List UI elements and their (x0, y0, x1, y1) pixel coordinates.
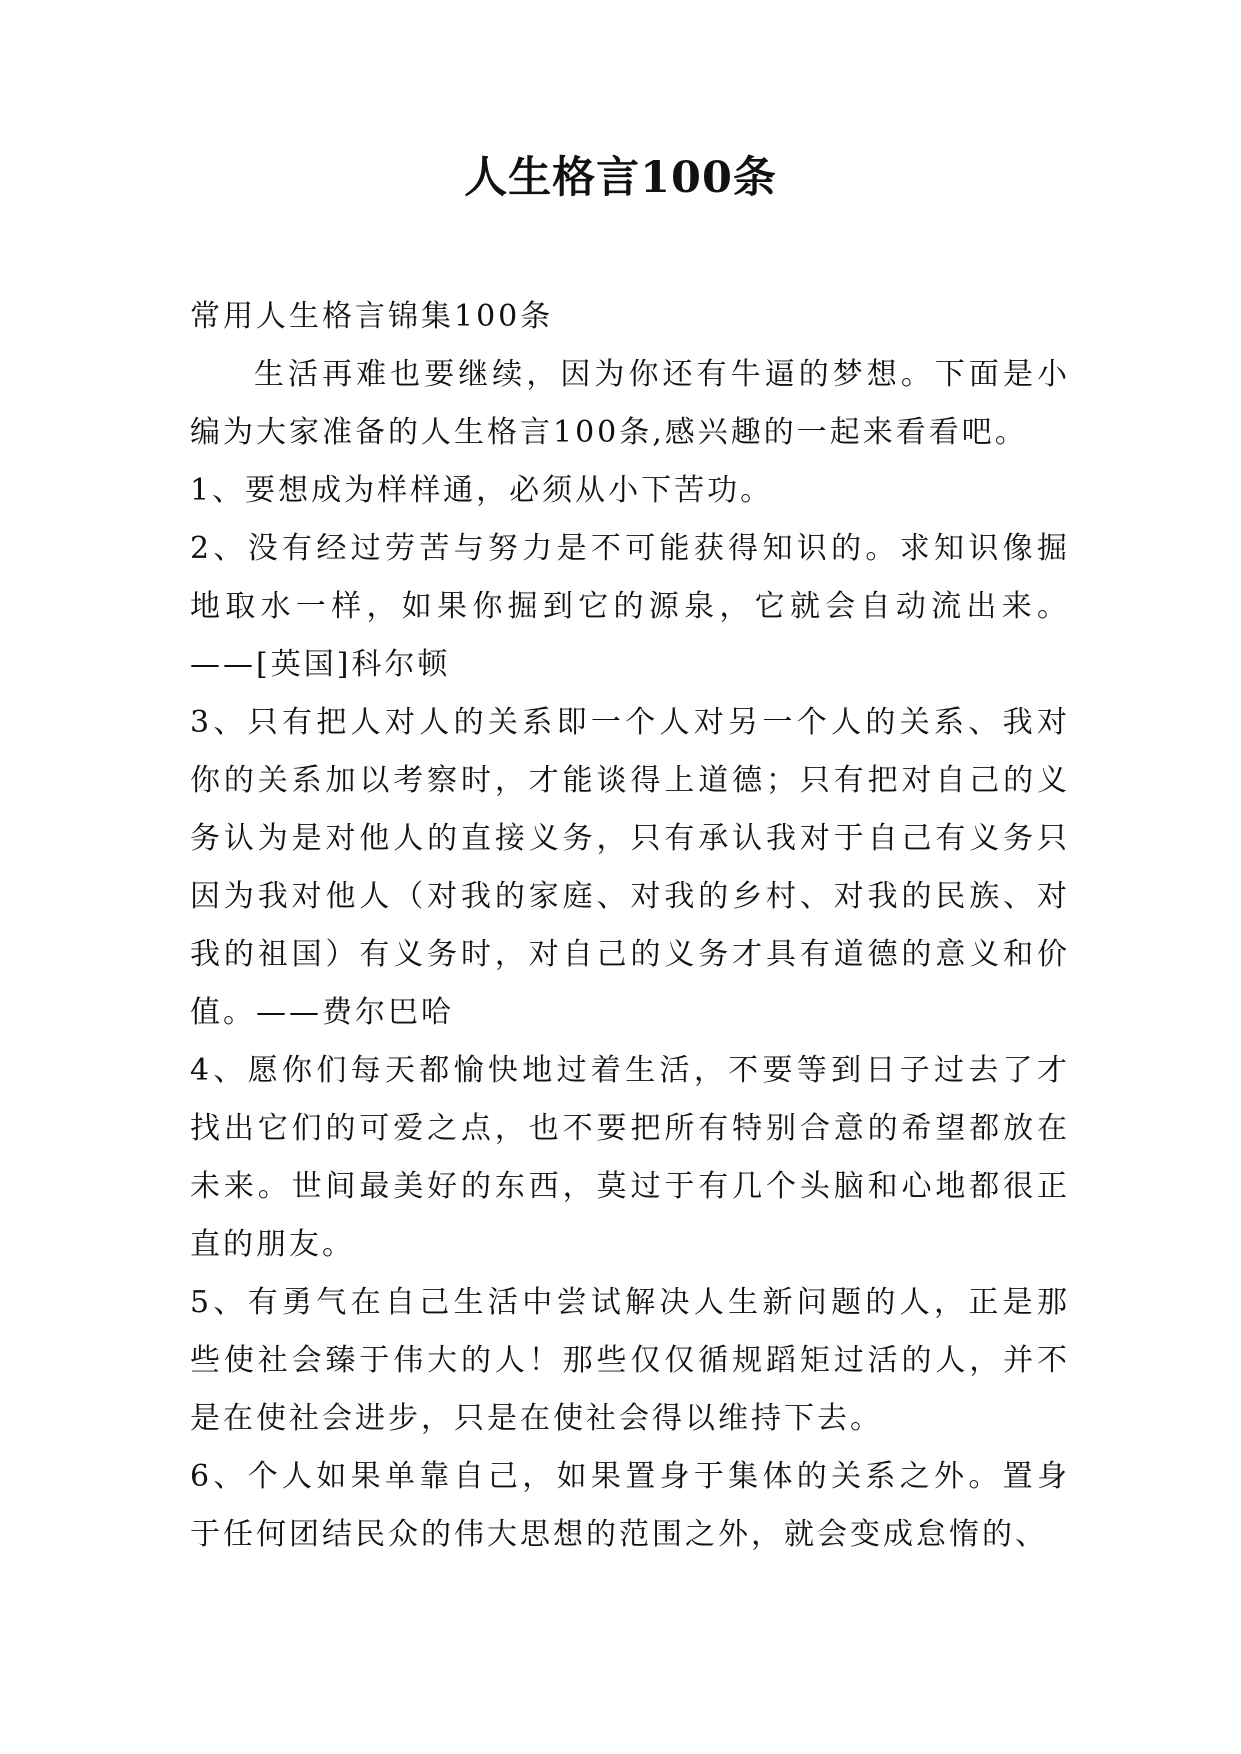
document-body (190, 288, 1070, 1564)
quote-item-4: 4、愿你们每天都愉快地过着生活，不要等到日子过去了才找出它们的可爱之点，也不要把所有特别合意的希望都放在未来。世间最美好的东西，莫过于有几个头脑和心地都很正直的朋友。 (190, 1053, 1070, 1262)
quote-item-5: 5、有勇气在自己生活中尝试解决人生新问题的人，正是那些使社会臻于伟大的人！那些仅仅循规蹈矩过活的人，并不是在使社会进步，只是在使社会得以维持下去。 (190, 1285, 1070, 1436)
quote-item-3: 3、只有把人对人的关系即一个人对另一个人的关系、我对你的关系加以考察时，才能谈得上道德；只有把对自己的义务认为是对他人的直接义务，只有承认我对于自己有义务只因为我对他人（对我的家庭、对我的乡村、对我的民族、对我的祖国）有义务时，对自己的义务才具有道德的意义和价值。——费尔巴哈 (190, 705, 1070, 1030)
quote-item-6: 6、个人如果单靠自己，如果置身于集体的关系之外。置身于任何团结民众的伟大思想的范围之外，就会变成怠惰的、 (190, 1459, 1070, 1552)
quote-item-2: 2、没有经过劳苦与努力是不可能获得知识的。求知识像掘地取水一样，如果你掘到它的源泉，它就会自动流出来。——[英国]科尔顿 (190, 531, 1070, 682)
quote-item-1: 1、要想成为样样通，必须从小下苦功。 (190, 473, 774, 508)
document-title: 人生格言100条 (464, 153, 777, 203)
intro-paragraph: 生活再难也要继续，因为你还有牛逼的梦想。下面是小编为大家准备的人生格言100条,感兴趣的一起来看看吧。 (190, 357, 1070, 450)
document-subtitle: 常用人生格言锦集100条 (190, 299, 554, 334)
